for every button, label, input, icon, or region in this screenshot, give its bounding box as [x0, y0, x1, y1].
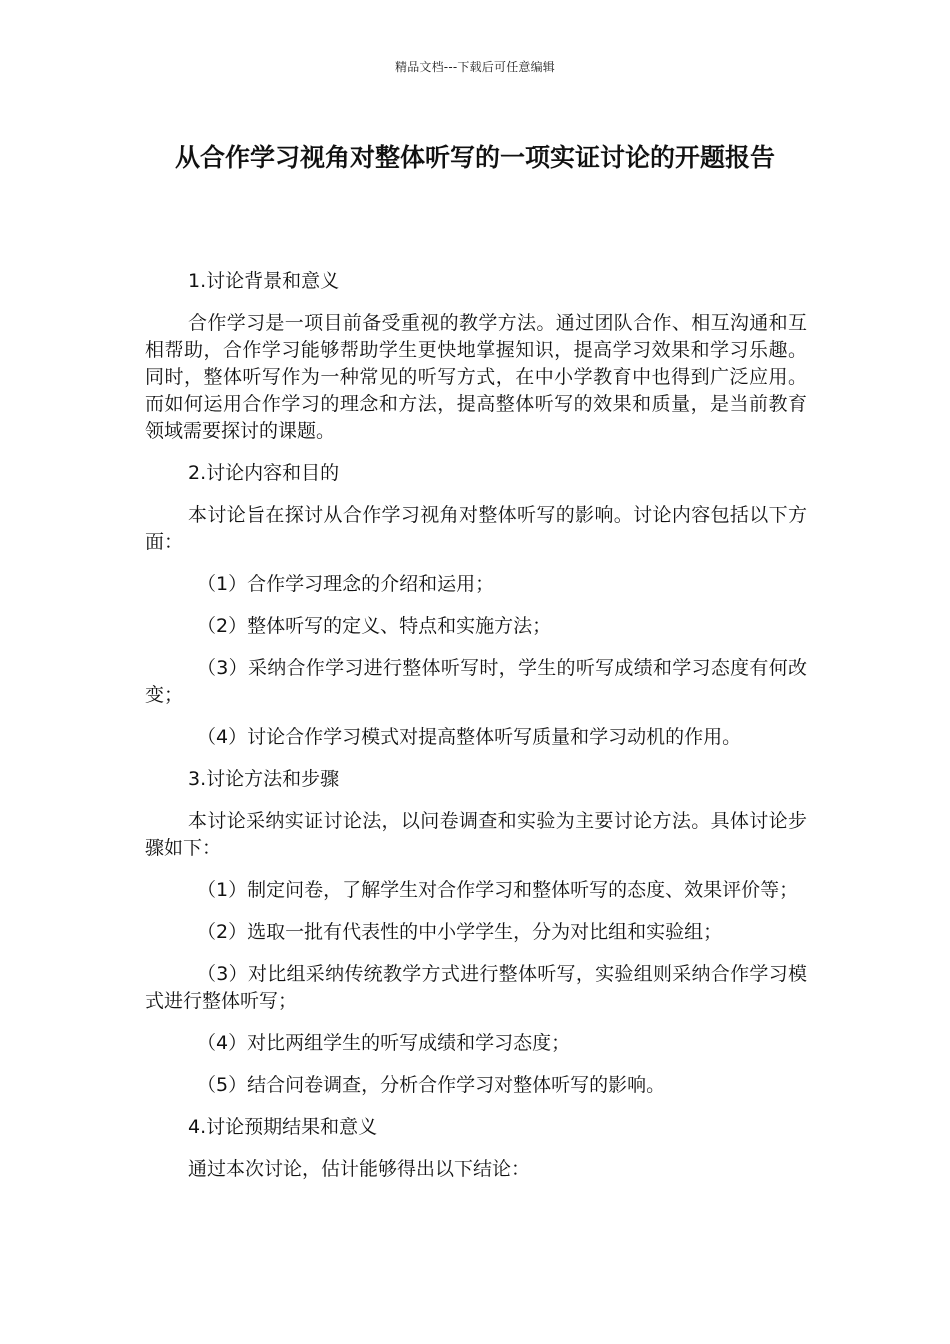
list-item: （4）对比两组学生的听写成绩和学习态度； [197, 1032, 571, 1054]
section-heading-2: 2.讨论内容和目的 [188, 462, 340, 484]
section-paragraph-1: 合作学习是一项目前备受重视的教学方法。通过团队合作、相互沟通和互相帮助，合作学习能够帮助学生更快地掌握知识，提高学习效果和学习乐趣。同时，整体听写作为一种常见的听写方式，在中小学教育中也得到广泛应用。而如何运用合作学习的理念和方法，提高整体听写的效果和质量，是当前教育领域需要探讨的课题。 [145, 312, 807, 442]
list-item: （3）对比组采纳传统教学方式进行整体听写，实验组则采纳合作学习模式进行整体听写； [145, 963, 807, 1012]
list-item: （1）制定问卷，了解学生对合作学习和整体听写的态度、效果评价等； [197, 879, 799, 901]
list-item: （2）整体听写的定义、特点和实施方法； [197, 615, 552, 637]
list-item: （4）讨论合作学习模式对提高整体听写质量和学习动机的作用。 [197, 726, 742, 748]
section-paragraph-3: 本讨论采纳实证讨论法，以问卷调查和实验为主要讨论方法。具体讨论步骤如下： [145, 810, 807, 859]
list-item: （3）采纳合作学习进行整体听写时，学生的听写成绩和学习态度有何改变； [145, 657, 807, 706]
document-body [145, 268, 807, 1198]
list-item: （1）合作学习理念的介绍和运用； [197, 573, 495, 595]
header-note: 精品文档---下载后可任意编辑 [395, 60, 555, 74]
list-item: （5）结合问卷调查，分析合作学习对整体听写的影响。 [197, 1074, 666, 1096]
list-item: （2）选取一批有代表性的中小学学生，分为对比组和实验组； [197, 921, 723, 943]
section-heading-4: 4.讨论预期结果和意义 [188, 1116, 378, 1138]
section-heading-3: 3.讨论方法和步骤 [188, 768, 340, 790]
section-heading-1: 1.讨论背景和意义 [188, 270, 340, 292]
page-title: 从合作学习视角对整体听写的一项实证讨论的开题报告 [174, 143, 775, 172]
section-paragraph-2: 本讨论旨在探讨从合作学习视角对整体听写的影响。讨论内容包括以下方面： [145, 504, 807, 553]
section-paragraph-4: 通过本次讨论，估计能够得出以下结论： [188, 1158, 531, 1180]
